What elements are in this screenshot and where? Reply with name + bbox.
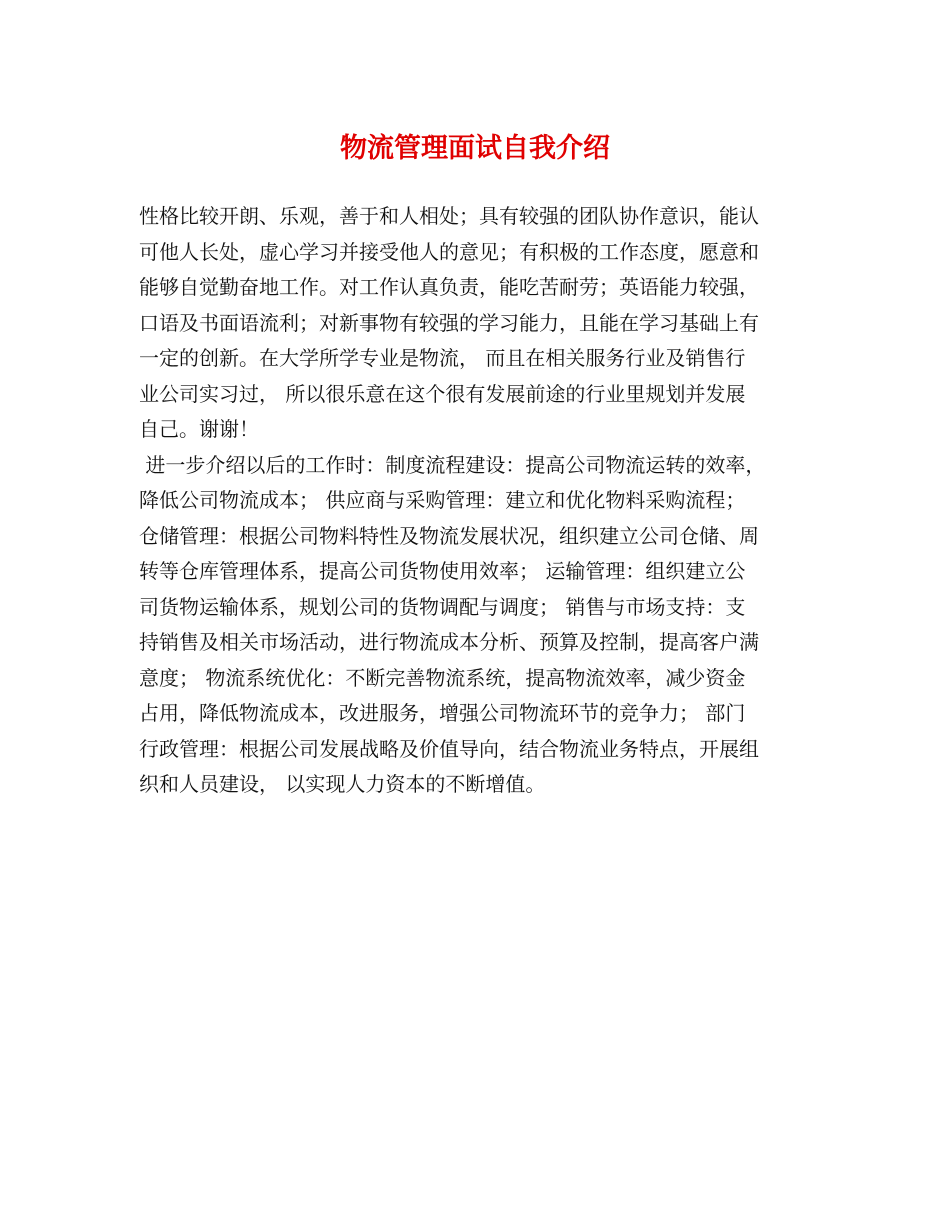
body-line: 可他人长处，虚心学习并接受他人的意见；有积极的工作态度，愿意和 bbox=[139, 239, 759, 264]
body-line: 占用，降低物流成本，改进服务，增强公司物流环节的竞争力； 部门 bbox=[139, 701, 746, 725]
body-line: 司货物运输体系，规划公司的货物调配与调度； 销售与市场支持：支 bbox=[139, 594, 746, 619]
body-line: 进一步介绍以后的工作时：制度流程建设：提高公司物流运转的效率， bbox=[139, 452, 766, 477]
body-line: 持销售及相关市场活动，进行物流成本分析、预算及控制，提高客户满 bbox=[139, 630, 759, 654]
body-line: 行政管理：根据公司发展战略及价值导向，结合物流业务特点，开展组 bbox=[139, 736, 759, 761]
body-line: 织和人员建设， 以实现人力资本的不断增值。 bbox=[139, 772, 546, 796]
body-line: 能够自觉勤奋地工作。对工作认真负责，能吃苦耐劳；英语能力较强， bbox=[139, 275, 759, 299]
body-line: 自己。谢谢！ bbox=[139, 417, 259, 441]
body-line: 降低公司物流成本； 供应商与采购管理：建立和优化物料采购流程； bbox=[139, 488, 746, 512]
body-line: 仓储管理：根据公司物料特性及物流发展状况，组织建立公司仓储、周 bbox=[139, 523, 759, 548]
document-title: 物流管理面试自我介绍 bbox=[340, 133, 610, 164]
body-line: 业公司实习过， 所以很乐意在这个很有发展前途的行业里规划并发展 bbox=[139, 381, 746, 406]
body-line: 一定的创新。在大学所学专业是物流， 而且在相关服务行业及销售行 bbox=[139, 346, 746, 370]
body-line: 性格比较开朗、乐观，善于和人相处；具有较强的团队协作意识，能认 bbox=[139, 204, 759, 228]
body-line: 意度； 物流系统优化：不断完善物流系统，提高物流效率，减少资金 bbox=[139, 665, 746, 690]
document-body bbox=[139, 199, 819, 803]
body-line: 转等仓库管理体系，提高公司货物使用效率； 运输管理：组织建立公 bbox=[139, 559, 746, 583]
body-line: 口语及书面语流利；对新事物有较强的学习能力，且能在学习基础上有 bbox=[139, 310, 759, 335]
